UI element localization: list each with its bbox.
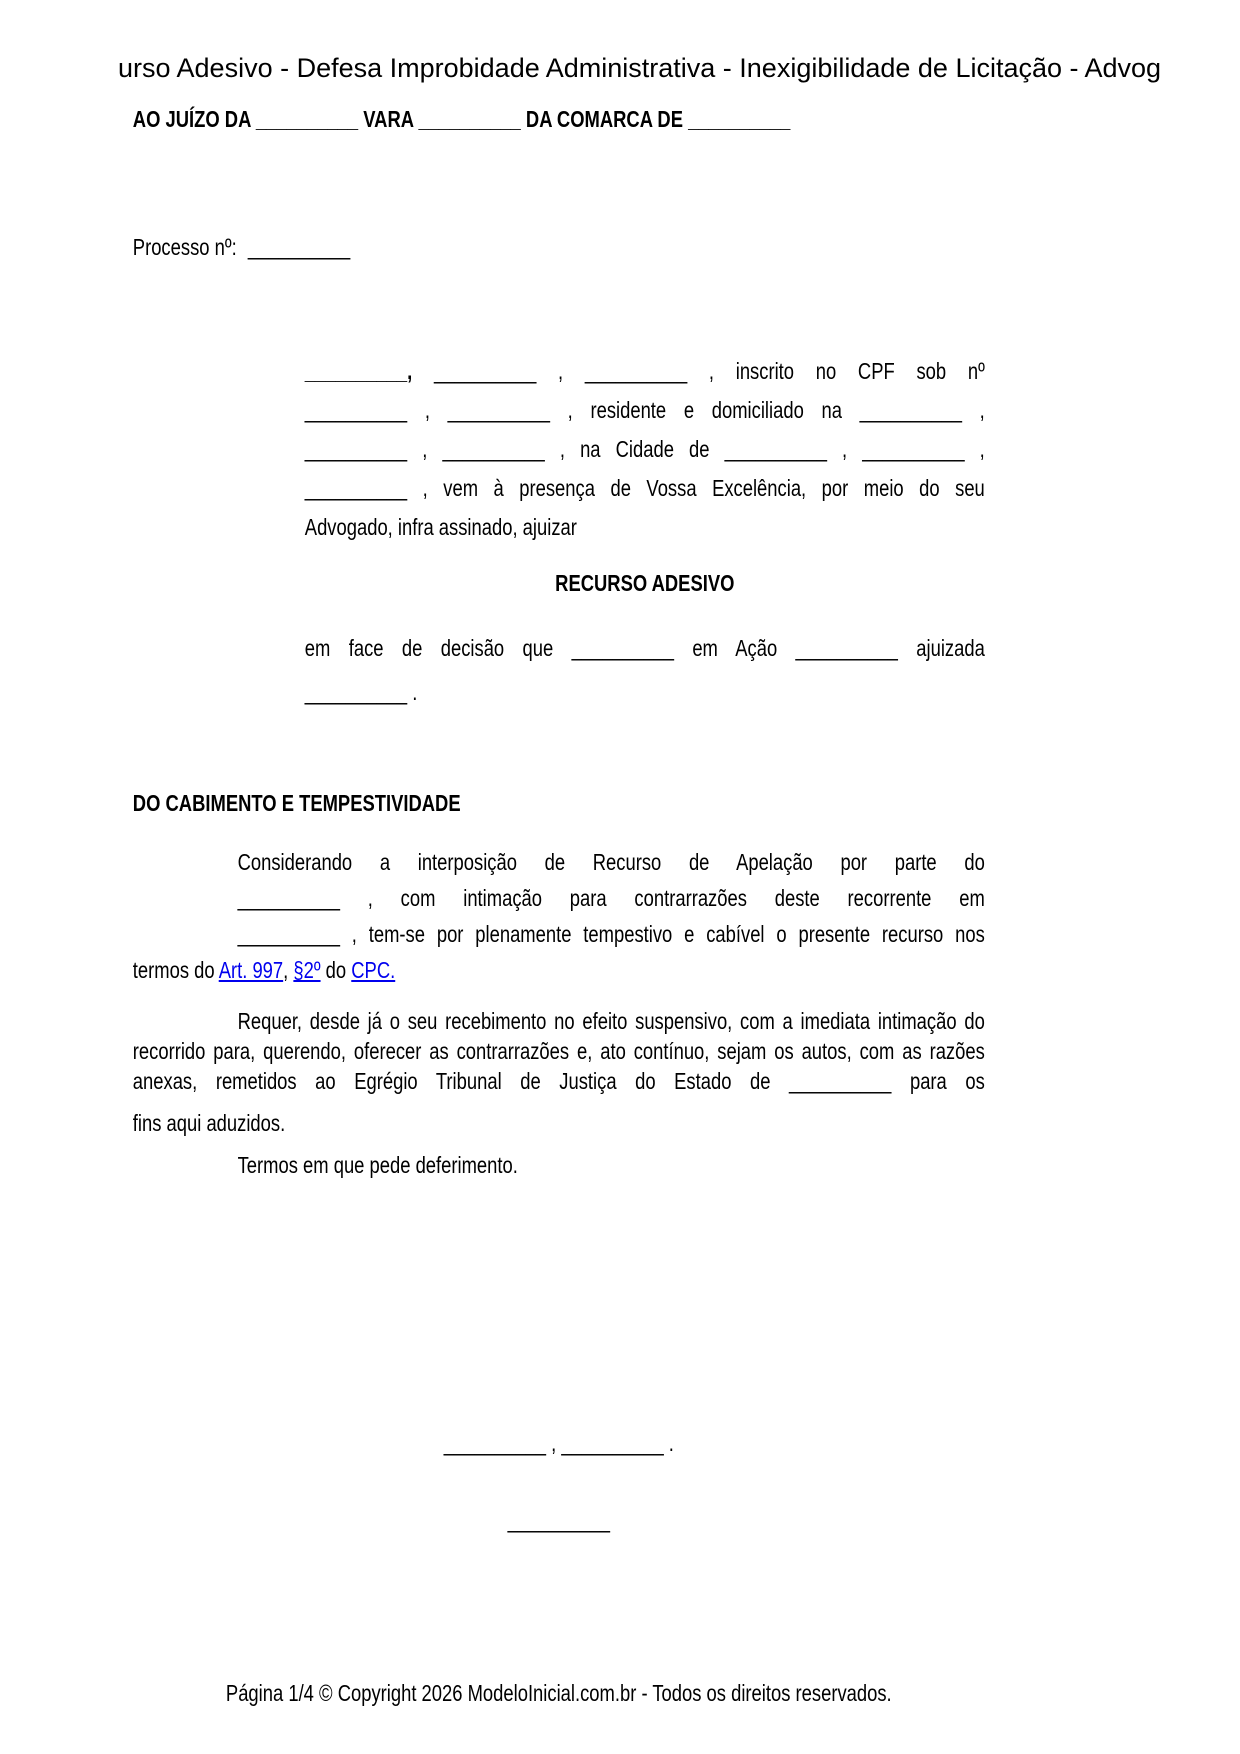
text-line <box>133 952 985 988</box>
legal-reference-link[interactable]: Art. 997 <box>218 957 284 983</box>
legal-reference-link[interactable]: CPC. <box>351 957 396 983</box>
text-line <box>305 508 985 547</box>
qualification-paragraph <box>305 352 985 547</box>
text-span: em face de decisão que __________ em Ação __________ ajuizada <box>304 635 985 661</box>
text-span: Considerando a interposição de Recurso de Apelação por parte do <box>237 849 985 875</box>
text-span: do <box>320 957 352 983</box>
text-span: __________ , __________ , residente e domiciliado na __________ , <box>304 397 985 423</box>
recurso-adesivo-heading: RECURSO ADESIVO <box>555 570 735 596</box>
text-span: __________ , __________ , na Cidade de __________ , __________ , <box>304 436 985 462</box>
section-heading-cabimento: DO CABIMENTO E TEMPESTIVIDADE <box>132 790 461 816</box>
text-span: termos do <box>132 957 219 983</box>
termos-deferimento-line: Termos em que pede deferimento. <box>237 1152 518 1178</box>
page-footer-copyright: Página 1/4 © Copyright 2026 ModeloInicial.com.br - Todos os direitos reservados. <box>225 1680 892 1706</box>
text-span: fins aqui aduzidos. <box>132 1110 286 1136</box>
party-name-blank: __________, <box>304 358 413 384</box>
legal-reference-link[interactable]: §2º <box>293 957 321 983</box>
text-line <box>305 391 985 430</box>
place-date-line: __________ , __________ . <box>443 1430 674 1456</box>
text-line <box>305 469 985 508</box>
process-number-line <box>133 232 350 262</box>
text-line <box>305 626 985 670</box>
text-span: Advogado, infra assinado, ajuizar <box>304 514 577 540</box>
text-line <box>133 880 985 916</box>
signature-line: __________ <box>507 1507 610 1533</box>
text-span: , <box>283 957 294 983</box>
text-line <box>133 844 985 880</box>
text-span: __________ , com intimação para contrarrazões deste recorrente em <box>237 885 985 911</box>
requerimento-paragraph <box>133 1006 985 1138</box>
text-line <box>133 916 985 952</box>
text-span: anexas, remetidos ao Egrégio Tribunal de Justiça do Estado de __________ para os <box>132 1068 985 1094</box>
text-span: Requer, desde já o seu recebimento no efeito suspensivo, com a imediata intimação do <box>237 1008 985 1034</box>
em-face-paragraph <box>305 626 985 714</box>
text-line <box>305 670 985 714</box>
process-number-label: Processo nº: <box>132 234 237 260</box>
text-span: __________ , vem à presença de Vossa Excelência, por meio do seu <box>304 475 985 501</box>
cabimento-paragraph <box>133 844 985 988</box>
text-line <box>133 1066 985 1096</box>
text-line <box>133 1108 985 1138</box>
court-heading: AO JUÍZO DA __________ VARA __________ DA COMARCA DE __________ <box>132 106 791 132</box>
text-line <box>133 1006 985 1036</box>
text-span: __________ , __________ , inscrito no CPF sob nº <box>412 358 985 384</box>
text-line <box>305 352 985 391</box>
text-line <box>305 430 985 469</box>
text-line <box>133 1036 985 1066</box>
text-span: __________ . <box>304 679 418 705</box>
clipped-document-title: urso Adesivo - Defesa Improbidade Administrativa - Inexigibilidade de Licitação - Advog <box>118 53 1162 83</box>
text-span: __________ , tem-se por plenamente tempestivo e cabível o presente recurso nos <box>237 921 985 947</box>
process-number-blank: __________ <box>247 234 351 260</box>
text-span: recorrido para, querendo, oferecer as contrarrazões e, ato contínuo, sejam os autos, com as razões <box>132 1038 985 1064</box>
